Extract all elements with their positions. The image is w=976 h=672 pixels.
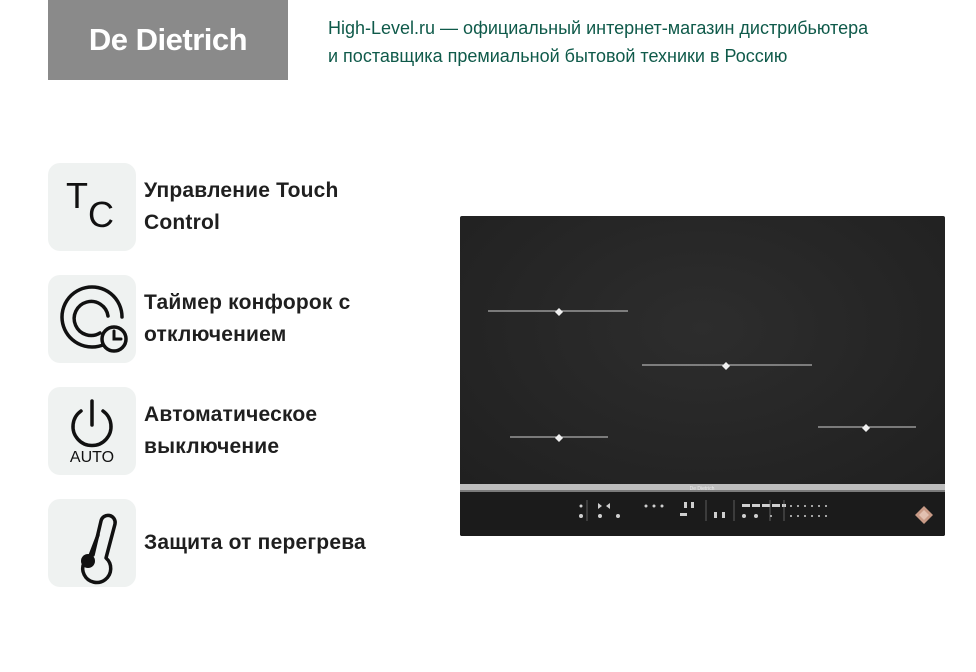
feature-overheat-protection [48, 499, 408, 587]
feature-label: Защита от перегрева [144, 531, 366, 554]
touch-control-icon-t: T [66, 175, 88, 216]
hob-brand-mark: De Dietrich [689, 486, 715, 492]
induction-hob-image [460, 216, 945, 536]
site-tagline: High-Level.ru — официальный интернет-магазин дистрибьютера и поставщика премиальной бытовой техники в Россию [328, 18, 869, 66]
feature-label: Таймер конфорок с отключением [144, 291, 351, 346]
feature-label: Управление Touch Control [144, 179, 339, 234]
feature-auto-off [48, 387, 408, 475]
feature-timer [48, 275, 408, 363]
brand-logo-text: De Dietrich [88, 22, 248, 57]
touch-control-icon [48, 163, 136, 251]
auto-icon-text: AUTO [69, 449, 115, 466]
brand-logo[interactable] [48, 0, 288, 80]
touch-control-icon-c: C [88, 194, 114, 235]
timer-icon [48, 275, 136, 363]
thermometer-icon [48, 499, 136, 587]
power-auto-icon [48, 387, 136, 475]
feature-label: Автоматическое выключение [144, 403, 318, 458]
feature-touch-control [48, 163, 408, 251]
